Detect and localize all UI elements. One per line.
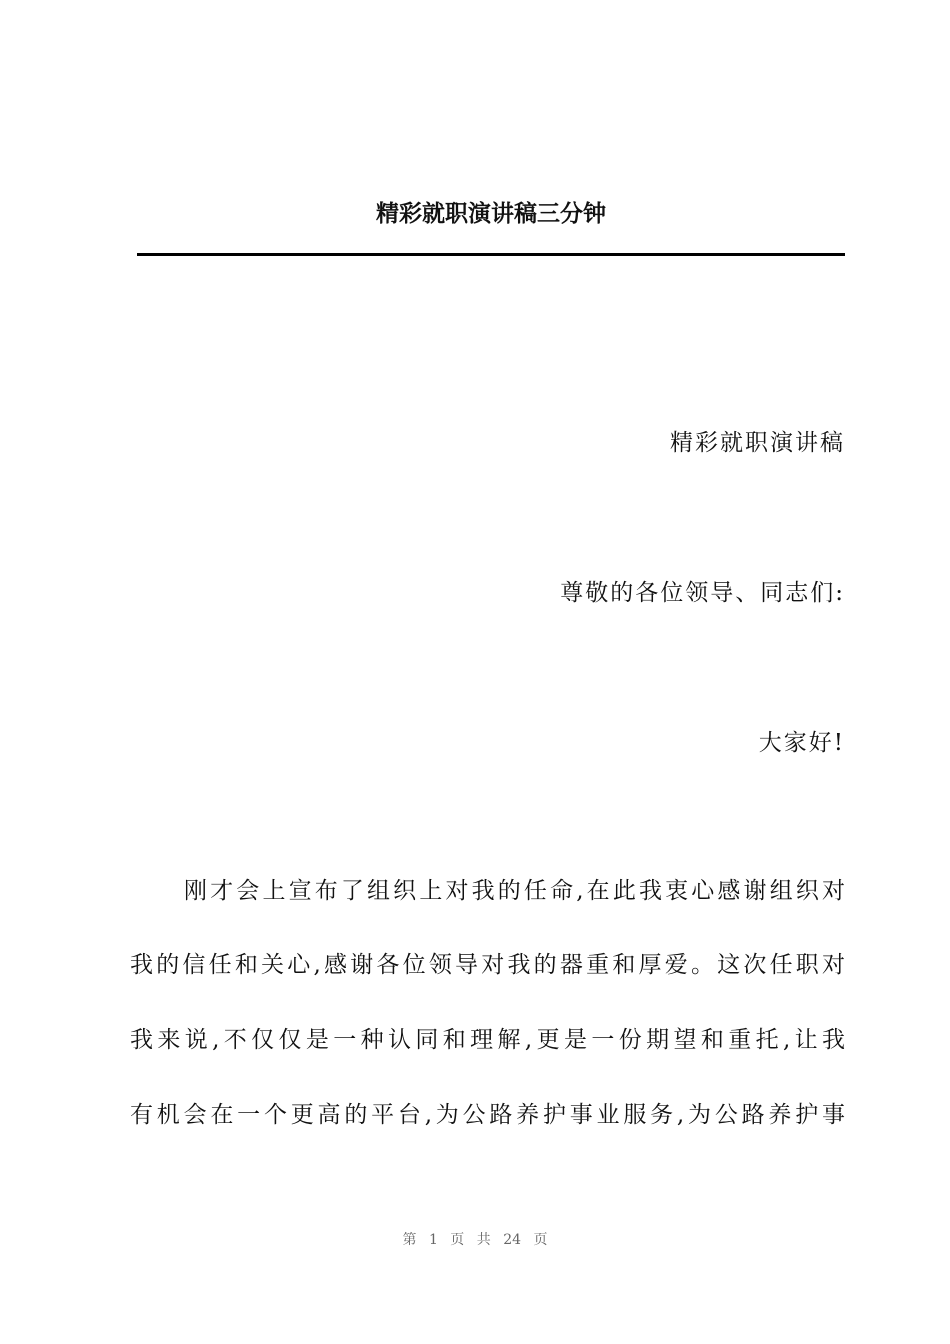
body-text-line: 我来说,不仅仅是一种认同和理解,更是一份期望和重托,让我 [130, 1027, 845, 1053]
body-text-line: 我的信任和关心,感谢各位领导对我的器重和厚爱。这次任职对 [130, 952, 845, 978]
greeting-line: 大家好! [758, 730, 845, 756]
speech-heading: 精彩就职演讲稿 [670, 430, 845, 456]
body-text-line: 有机会在一个更高的平台,为公路养护事业服务,为公路养护事 [130, 1102, 845, 1128]
salutation-line: 尊敬的各位领导、同志们: [560, 580, 845, 606]
body-text-line: 刚才会上宣布了组织上对我的任命,在此我衷心感谢组织对 [184, 878, 845, 904]
document-title: 精彩就职演讲稿三分钟 [376, 201, 606, 227]
page-number-footer: 第 1 页 共 24 页 [402, 1232, 548, 1248]
title-divider [137, 253, 845, 256]
